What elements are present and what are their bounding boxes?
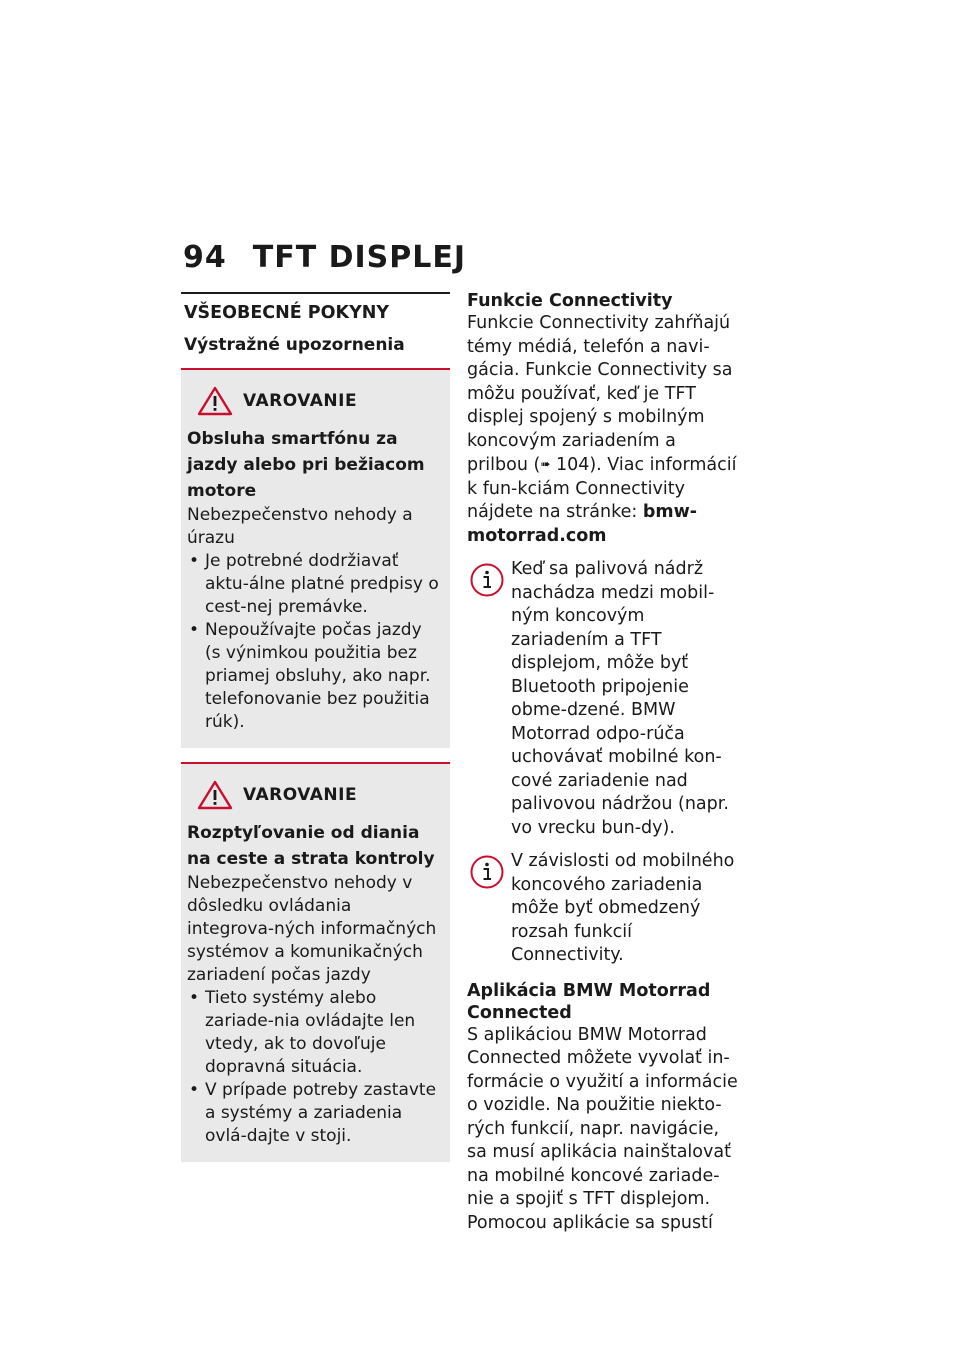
- page-header: [183, 240, 466, 275]
- bullet-item: • V prípade potreby zastavte a systémy a zariadenia ovlá-dajte v stoji.: [187, 1079, 442, 1148]
- bullet-item: • Tieto systémy alebo zariade-nia ovládajte len vtedy, ak to dovoľuje dopravná situácia.: [187, 987, 442, 1079]
- warning-bullets: [187, 550, 442, 734]
- warning-text: Nebezpečenstvo nehody a úrazu: [187, 505, 413, 548]
- connectivity-text: [467, 312, 742, 548]
- page-number: 94: [183, 240, 227, 275]
- warning-header: [187, 386, 442, 416]
- warning-box-1: [181, 370, 450, 748]
- warning-bold: Rozptyľovanie od diania na ceste a strata kontroly: [187, 823, 435, 869]
- connectivity-ref: 104). Viac informácií k fun-kciám Connectivity nájdete na stránke:: [467, 455, 737, 522]
- info-note-1: [467, 558, 742, 840]
- warning-label: VAROVANIE: [243, 785, 358, 805]
- section-rule: [181, 292, 450, 294]
- warning-box-2: [181, 764, 450, 1162]
- warning-triangle-icon: [197, 386, 233, 416]
- info-note-2: [467, 850, 742, 968]
- bullet-item: • Nepoužívajte počas jazdy (s výnimkou použitia bez priamej obsluhy, ako napr. telefonovanie bez použitia rúk).: [187, 619, 442, 734]
- arrow-right-icon: ➠: [540, 457, 551, 471]
- warning-label: VAROVANIE: [243, 391, 358, 411]
- chapter-title: TFT DISPLEJ: [252, 240, 467, 275]
- connectivity-text-1: Funkcie Connectivity zahŕňajú témy médiá, telefón a navi-gácia. Funkcie Connectivity sa môžu používať, keď je TFT displej spojený s mobilným koncovým zariadením a prilbou (: [467, 313, 733, 475]
- info-icon: [469, 562, 505, 598]
- connectivity-title: Funkcie Connectivity: [467, 291, 673, 311]
- warning-bold: Obsluha smartfónu za jazdy alebo pri bežiacom motore: [187, 429, 425, 501]
- app-title: Aplikácia BMW Motorrad Connected: [467, 980, 711, 1023]
- left-column: [181, 292, 450, 1162]
- sub-title: Výstražné upozornenia: [184, 335, 405, 355]
- bullet-item: • Je potrebné dodržiavať aktu-álne platné predpisy o cest-nej premávke.: [187, 550, 442, 619]
- app-text: S aplikáciou BMW Motorrad Connected môžete vyvolať in-formácie o využití a informácie o vozidle. Na použitie niekto-rých funkcií, napr. navigácie, sa musí aplikácia nainštalovať na mobilné koncové zariade-nie a spojiť s TFT displejom. Pomocou aplikácie sa spustí: [467, 1024, 738, 1233]
- section-title: VŠEOBECNÉ POKYNY: [184, 303, 390, 323]
- warning-text: Nebezpečenstvo nehody v dôsledku ovládania integrova-ných informačných systémov a komunikačných zariadení počas jazdy: [187, 873, 437, 985]
- connectivity-link[interactable]: bmw-motorrad.com: [467, 502, 698, 546]
- info-text-1: Keď sa palivová nádrž nachádza medzi mobil-ným koncovým zariadením a TFT displejom, môže byť Bluetooth pripojenie obme-dzené. BMW Motorrad odpo-rúča uchovávať mobilné kon-cové zariadenie nad palivovou nádržou (napr. vo vrecku bun-dy).: [511, 559, 729, 838]
- warning-triangle-icon: [197, 780, 233, 810]
- info-text-2: V závislosti od mobilného koncového zariadenia môže byť obmedzený rozsah funkcií Connectivity.: [511, 851, 735, 965]
- right-column: [467, 290, 742, 1235]
- warning-bullets: [187, 987, 442, 1148]
- info-icon: [469, 854, 505, 890]
- warning-header: [187, 780, 442, 810]
